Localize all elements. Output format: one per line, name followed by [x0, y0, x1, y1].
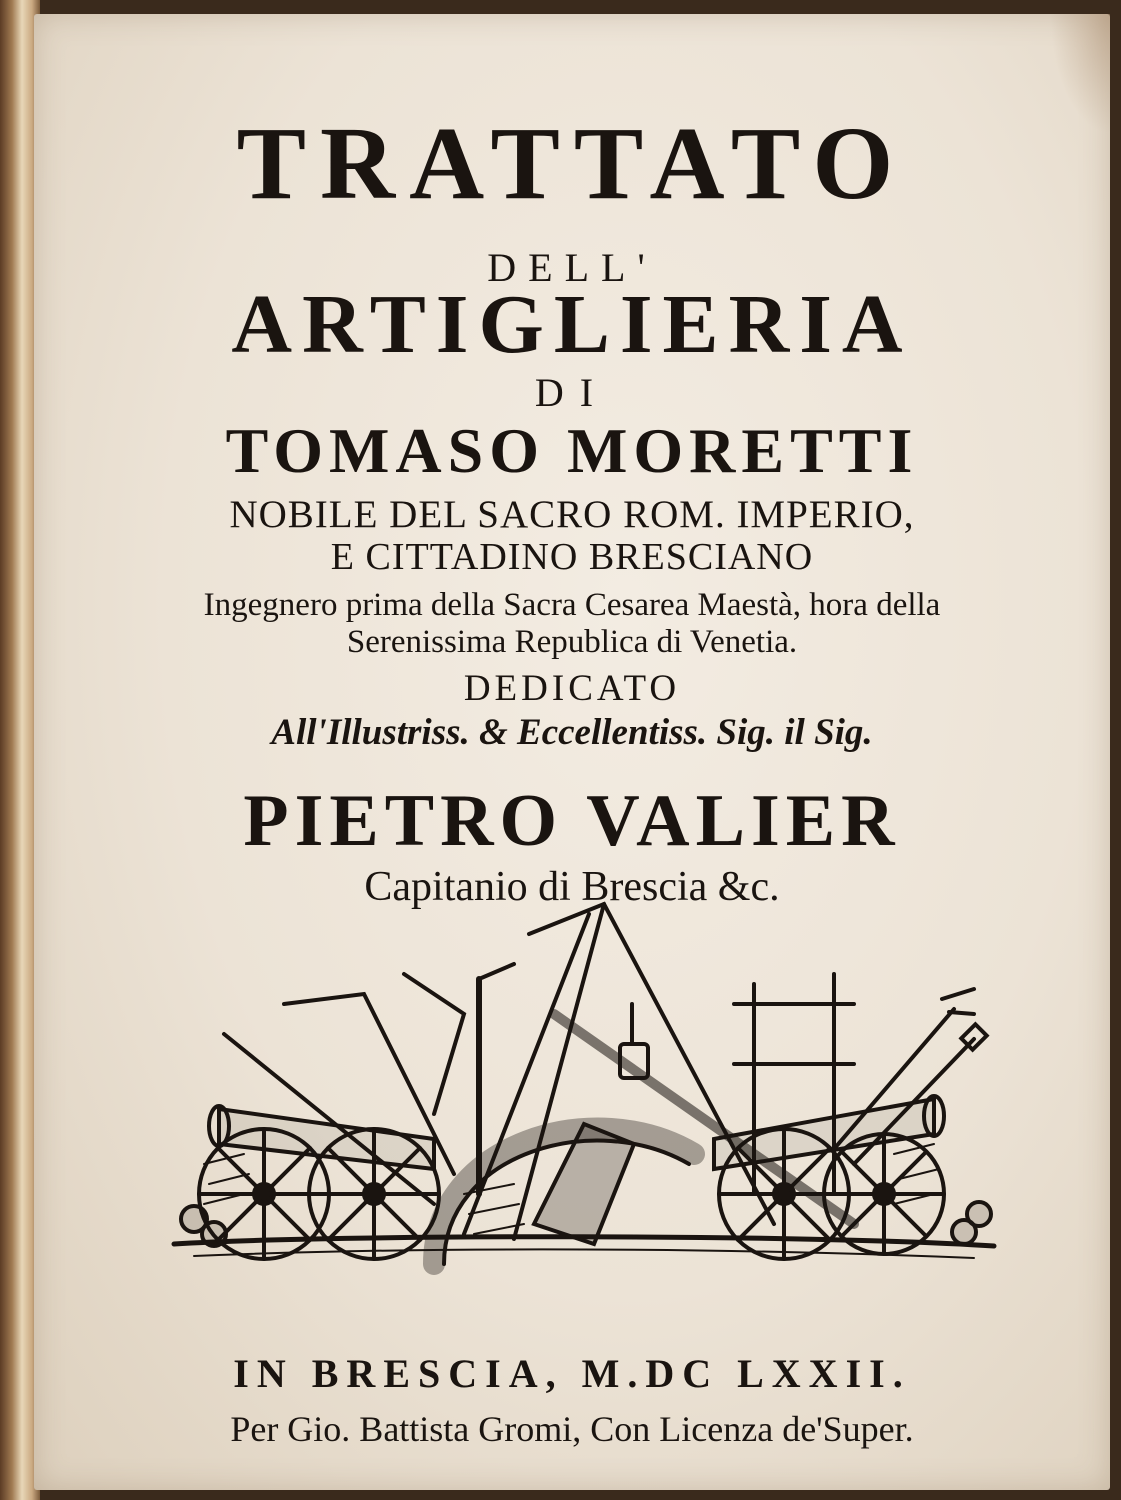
title-di: DI: [534, 370, 610, 415]
dedicatee-title: Capitanio di Brescia &c.: [364, 864, 780, 910]
title-trattato: TRATTATO: [236, 106, 908, 221]
title-artiglieria: ARTIGLIERIA: [231, 278, 913, 371]
dedicated-heading: DEDICATO: [463, 668, 681, 709]
title-dell: DELL': [487, 245, 657, 290]
author-name: TOMASO MORETTI: [225, 415, 919, 486]
title-page: [34, 14, 1110, 1490]
imprint-place-date: IN BRESCIA, M.DC LXXII.: [233, 1351, 911, 1396]
author-role-line-2: Serenissima Republica di Venetia.: [346, 624, 798, 660]
dedicatee-name: PIETRO VALIER: [243, 780, 901, 862]
artillery-woodcut-illustration: [134, 894, 1014, 1334]
imprint-printer: Per Gio. Battista Gromi, Con Licenza de'Super.: [230, 1409, 914, 1449]
author-noble-line-1: NOBILE DEL SACRO ROM. IMPERIO,: [229, 493, 915, 536]
author-role-line-1: Ingegnero prima della Sacra Cesarea Maestà, hora della: [203, 587, 941, 623]
author-noble-line-2: E CITTADINO BRESCIANO: [330, 536, 814, 578]
dedication-line: All'Illustriss. & Eccellentiss. Sig. il Sig.: [271, 712, 873, 753]
